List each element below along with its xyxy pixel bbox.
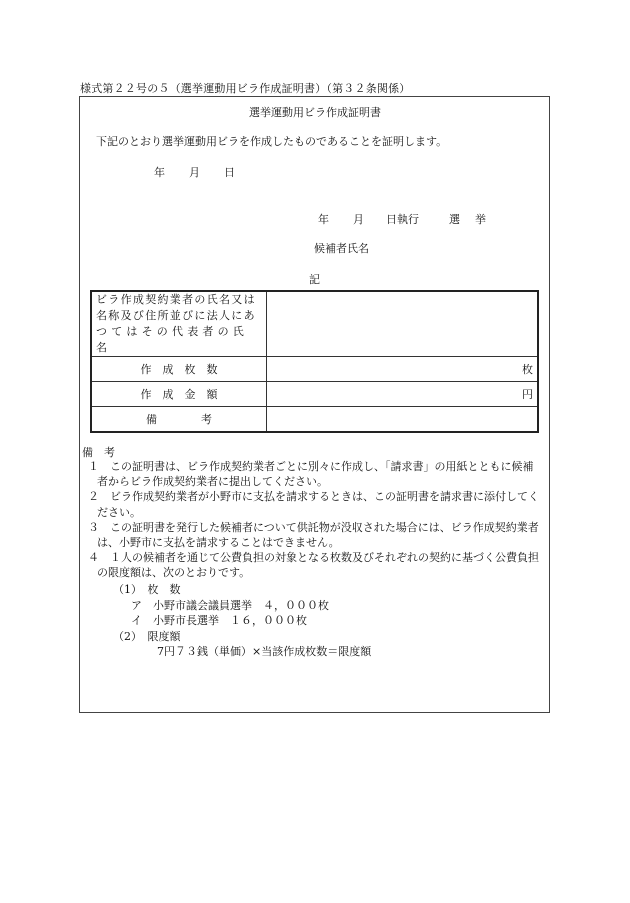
sub-item-quantity-council: ア 小野市議会議員選挙 ４，０００枚: [131, 599, 329, 612]
amount-label: 作 成 金 額: [91, 382, 267, 407]
candidate-name-label: 候補者氏名: [314, 242, 369, 255]
note-item: ４ １人の候補者を通じて公費負担の対象となる枚数及びそれぞれの契約に基づく公費負担の限度額は、次のとおりです。: [88, 551, 539, 580]
form-number: 様式第２２号の５（選挙運動用ビラ作成証明書）（第３２条関係）: [80, 82, 411, 95]
remarks-value-cell[interactable]: [267, 407, 539, 432]
notes-list: [88, 459, 544, 581]
amount-unit[interactable]: 円: [267, 382, 539, 407]
election-year-label: 年: [318, 213, 329, 226]
remarks-label: 備 考: [91, 407, 267, 432]
election-held-day-label: 日執行: [386, 213, 419, 226]
ki-label: 記: [309, 273, 320, 286]
note-item: ２ ビラ作成契約業者が小野市に支払を請求するときは、この証明書を請求書に添付してください。: [88, 490, 539, 519]
note-item: ３ この証明書を発行した候補者について供託物が没収された場合には、ビラ作成契約業者は、小野市に支払を請求することはできません。: [88, 520, 539, 550]
sub-item-limit-label: （2） 限度額: [113, 630, 181, 643]
quantity-row: [91, 357, 538, 382]
details-table: [90, 290, 539, 433]
sub-item-quantity-label: （1） 枚 数: [113, 583, 181, 596]
election-line: [318, 211, 486, 227]
sub-item-quantity-mayor: イ 小野市長選挙 １６，０００枚: [131, 614, 307, 627]
election-label-1: 選: [449, 213, 460, 226]
contractor-label-line: ビラ作成契約業者の氏名又は: [96, 293, 256, 306]
contractor-label-line: 名称及び住所並びに法人にあ: [96, 309, 256, 322]
notes-heading: 備 考: [82, 446, 115, 459]
amount-row: [91, 382, 538, 407]
issue-day-label: 日: [224, 166, 235, 179]
sub-item-limit-formula: 7円７３銭（単価）×当該作成枚数＝限度額: [157, 645, 372, 658]
contractor-label-line: つてはその代表者の氏名: [96, 325, 248, 354]
election-label-2: 挙: [475, 213, 486, 226]
note-item: １ この証明書は、ビラ作成契約業者ごとに別々に作成し、「請求書」の用紙とともに候補者からビラ作成契約業者に提出してください。: [88, 460, 534, 489]
remarks-row: [91, 407, 538, 432]
issue-year-label: 年: [154, 166, 165, 179]
document-title: 選挙運動用ビラ作成証明書: [249, 106, 381, 119]
election-month-label: 月: [353, 213, 364, 226]
contractor-row: [91, 291, 538, 357]
quantity-label: 作 成 枚 数: [91, 357, 267, 382]
certification-text: 下記のとおり選挙運動用ビラを作成したものであることを証明します。: [96, 135, 448, 148]
contractor-label: [91, 291, 267, 357]
issue-month-label: 月: [189, 166, 200, 179]
issue-date-line: [154, 164, 235, 180]
quantity-unit[interactable]: 枚: [267, 357, 539, 382]
contractor-value-cell[interactable]: [267, 291, 539, 357]
